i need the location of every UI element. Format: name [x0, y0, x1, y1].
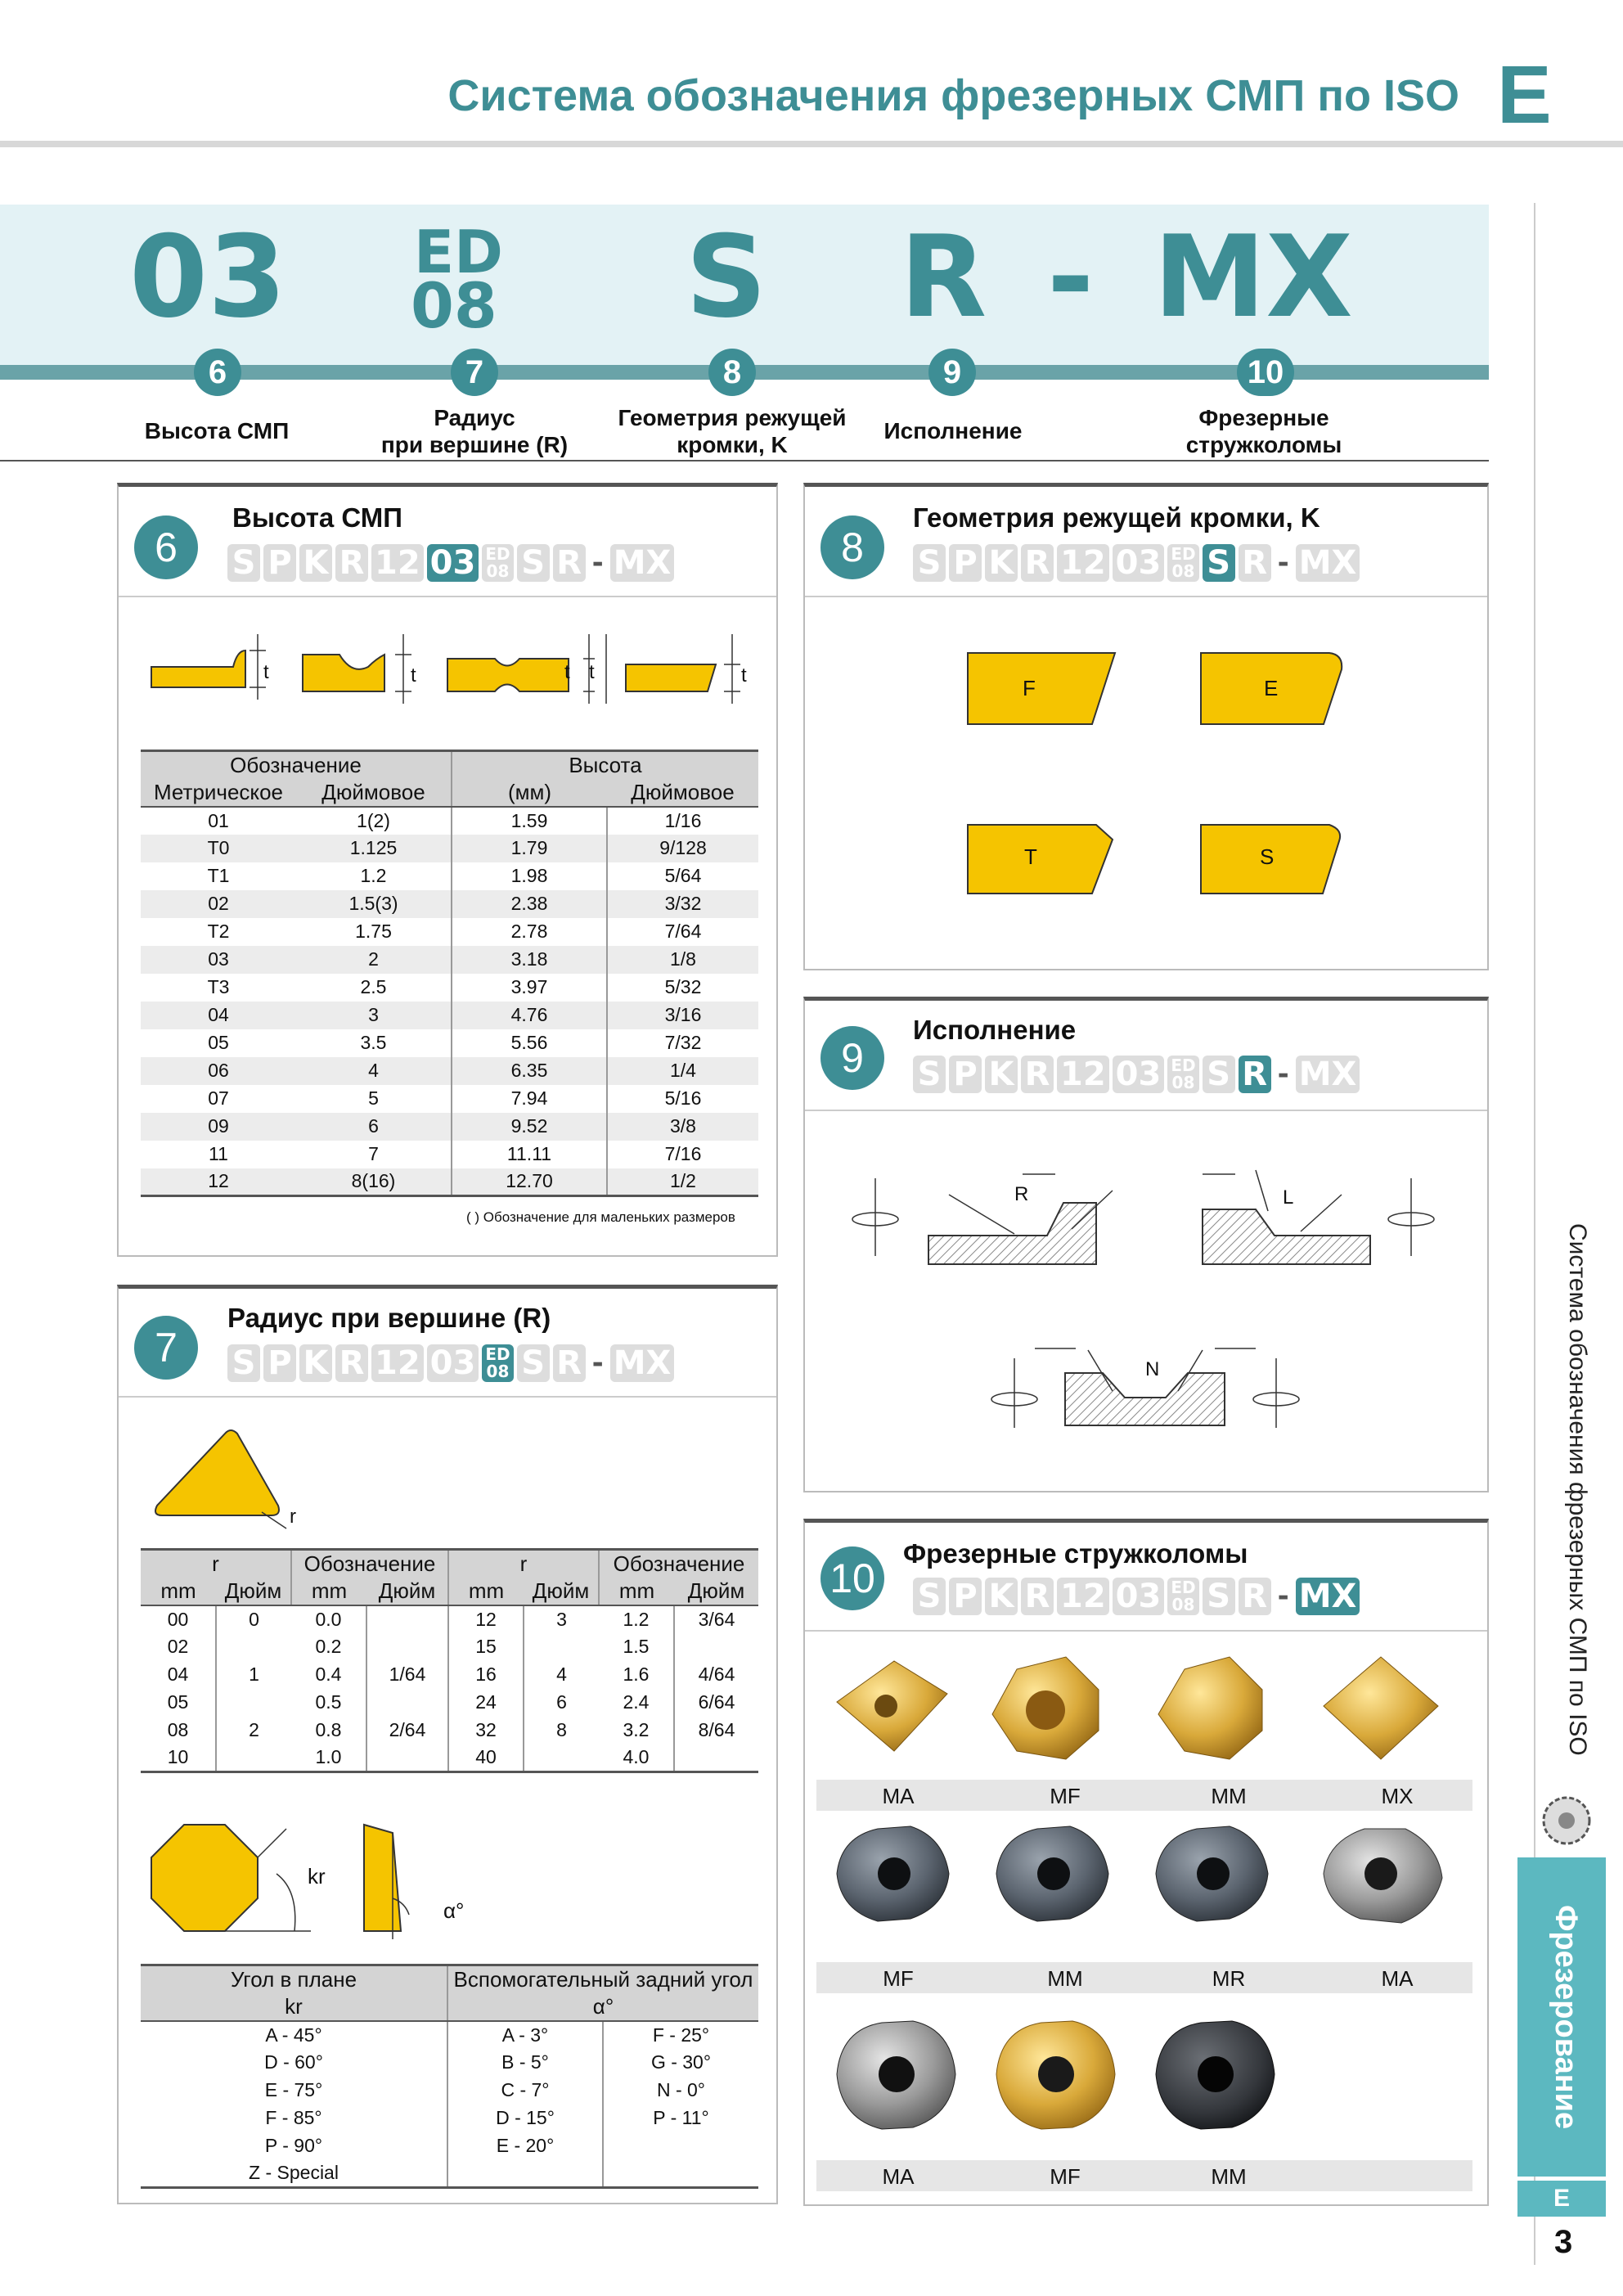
table-row: 12 8(16) 12.70 1/2	[141, 1168, 758, 1196]
num-9: 9	[928, 349, 976, 396]
table-row: 08 2 0.8 2/64 32 8 3.2 8/64	[141, 1717, 758, 1745]
panel-10-title: Фрезерные стружколомы	[903, 1538, 1248, 1569]
panel-7-code: S P K R 12 03 ED 08 S R - MX	[227, 1344, 674, 1382]
panel-7-num: 7	[134, 1316, 198, 1380]
num-8: 8	[708, 349, 756, 396]
height-table-note: ( ) Обозначение для маленьких размеров	[466, 1209, 735, 1225]
alpha-label: α°	[443, 1898, 465, 1923]
label-geometry-2: кромки, K	[677, 432, 788, 457]
table-row: 07 5 7.94 5/16	[141, 1085, 758, 1113]
table-row: 04 1 0.4 1/64 16 4 1.6 4/64	[141, 1661, 758, 1689]
chip-mr-2: MR	[1212, 1966, 1246, 1991]
table-row: 10 1.0 40 4.0	[141, 1745, 758, 1772]
label-chipbreaker-2: стружколомы	[1185, 432, 1342, 457]
panel-10-code: S P K R 12 03 ED 08 S R - MX	[913, 1578, 1360, 1615]
table-row: A - 45° A - 3° F - 25°	[141, 2021, 758, 2049]
table-row: T3 2.5 3.97 5/32	[141, 974, 758, 1002]
page-number: 3	[1554, 2224, 1573, 2260]
chip-ma-3: MA	[882, 2164, 915, 2189]
panel-8-num: 8	[820, 515, 884, 579]
label-chipbreaker-1: Фрезерные	[1198, 405, 1329, 430]
label-height: Высота СМП	[144, 418, 290, 443]
height-table: Обозначение Высота Метрическое Дюймовое (мм) Дюймовое 01 1(2) 1.59 1/16 T0 1.125 1.79 9/128 T1 1.2 1.98 5/64 02 1.5(3) 2.38 3/32 T2 1.75 2.78 7/64 03 2 3.18 1/8 T3 2.5 3.97 5/32 04 3 4.76 3/16 05 3.5 5.56 7/32 06 4 6.35 1/4 07 5 7.94 5/16 09 6 9.52 3/8 11 7 11.11 7/16 12 8(16) 12.70 1/2	[141, 750, 758, 1197]
side-letter: E	[1517, 2181, 1606, 2217]
execution-diagrams	[851, 1162, 1456, 1440]
header-divider	[0, 141, 1623, 147]
t-label-4: t	[589, 661, 595, 683]
panel-6-title: Высота СМП	[232, 502, 402, 533]
kr-label: kr	[308, 1864, 326, 1889]
panel-9-code: S P K R 12 03 ED 08 S R - MX	[913, 1056, 1360, 1093]
table-row: 03 2 3.18 1/8	[141, 946, 758, 974]
chip-mf-1: MF	[1050, 1784, 1081, 1808]
table-row: 02 1.5(3) 2.38 3/32	[141, 890, 758, 918]
thickness-diagrams	[143, 622, 765, 704]
label-radius-2: при вершине (R)	[380, 432, 569, 457]
chip-mm-2: MM	[1047, 1966, 1083, 1991]
table-row: T0 1.125 1.79 9/128	[141, 835, 758, 862]
r-label: r	[290, 1506, 296, 1528]
chip-mf-3: MF	[1050, 2164, 1081, 2189]
label-geometry-1: Геометрия режущей	[618, 405, 847, 430]
t-label-1: t	[263, 661, 269, 683]
num-7: 7	[451, 349, 498, 396]
panel-8-code: S P K R 12 03 ED 08 S R - MX	[913, 544, 1360, 582]
t-label-5: t	[741, 664, 747, 687]
side-section-title: Система обозначения фрезерных СМП по ISO	[1564, 1222, 1591, 1756]
execution-r: R	[1014, 1183, 1029, 1205]
side-tab-label: Фрезерование	[1549, 1904, 1583, 2130]
panel-10-num: 10	[820, 1546, 884, 1610]
table-row: Z - Special	[141, 2160, 758, 2188]
panel-9-title: Исполнение	[913, 1015, 1077, 1045]
angle-table: Угол в плане Вспомогательный задний угол kr α° A - 45° A - 3° F - 25° D - 60° B - 5° G - 30° E - 75° C - 7° N - 0° F - 85° D - 15° P - 11° P - 90° E - 20° Z - Special	[141, 1964, 758, 2189]
execution-l: L	[1283, 1186, 1294, 1209]
panel-6-code: S P K R 12 03 ED 08 S R - MX	[227, 544, 674, 582]
code-08: 08	[411, 269, 497, 342]
milling-cutter-icon	[1538, 1792, 1595, 1849]
section-letter: E	[1497, 49, 1552, 141]
chipbreaker-inserts	[816, 1645, 1479, 2193]
chip-ma-2: MA	[1381, 1966, 1414, 1991]
table-row: 11 7 11.11 7/16	[141, 1141, 758, 1168]
table-row: T1 1.2 1.98 5/64	[141, 862, 758, 890]
num-10: 10	[1237, 349, 1294, 396]
geometry-f: F	[1023, 676, 1036, 700]
execution-n: N	[1145, 1358, 1160, 1380]
code-dash: -	[1047, 211, 1095, 343]
code-s: S	[686, 211, 767, 343]
chip-ma-1: MA	[882, 1784, 915, 1808]
num-6: 6	[194, 349, 241, 396]
page-title: Система обозначения фрезерных СМП по ISO	[447, 71, 1459, 120]
t-label-2: t	[411, 664, 416, 687]
chip-mm-3: MM	[1211, 2164, 1247, 2189]
table-row: D - 60° B - 5° G - 30°	[141, 2049, 758, 2077]
table-row: 09 6 9.52 3/8	[141, 1113, 758, 1141]
geometry-t: T	[1024, 844, 1037, 869]
code-height: 03	[129, 211, 287, 343]
chip-mx-1: MX	[1381, 1784, 1414, 1808]
table-row: 01 1(2) 1.59 1/16	[141, 807, 758, 835]
label-radius-1: Радиус	[434, 405, 515, 430]
banner-bottom-line	[0, 460, 1489, 461]
panel-8-title: Геометрия режущей кромки, K	[913, 502, 1320, 533]
table-row: E - 75° C - 7° N - 0°	[141, 2077, 758, 2105]
panel-6-num: 6	[134, 515, 198, 579]
panel-9-num: 9	[820, 1026, 884, 1090]
t-label-3: t	[564, 661, 570, 683]
label-execution: Исполнение	[883, 418, 1023, 443]
table-row: 02 0.2 15 1.5	[141, 1633, 758, 1661]
table-row: 04 3 4.76 3/16	[141, 1002, 758, 1029]
chip-mm-1: MM	[1211, 1784, 1247, 1808]
table-row: F - 85° D - 15° P - 11°	[141, 2105, 758, 2132]
table-row: 06 4 6.35 1/4	[141, 1057, 758, 1085]
table-row: 00 0 0.0 12 3 1.2 3/64	[141, 1605, 758, 1633]
code-mx: MX	[1153, 211, 1353, 343]
geometry-e: E	[1264, 676, 1279, 700]
code-ed: ED	[414, 218, 503, 286]
table-row: 05 3.5 5.56 7/32	[141, 1029, 758, 1057]
table-row: P - 90° E - 20°	[141, 2132, 758, 2160]
geometry-s: S	[1260, 844, 1275, 869]
panel-7-title: Радиус при вершине (R)	[227, 1303, 551, 1333]
table-row: T2 1.75 2.78 7/64	[141, 918, 758, 946]
triangle-radius-diagram	[147, 1424, 327, 1538]
radius-table: r Обозначение r Обозначение mm Дюйм mm Дюйм mm Дюйм mm Дюйм 00 0 0.0 12 3 1.2 3/64 02 0.2 15 1.5 04 1 0.4 1/64 16 4 1.6 4/64 05 0.5 24 6 2.4 6/64 08 2 0.8 2/64 32 8 3.2 8/64 10 1.0 40 4.0	[141, 1548, 758, 1773]
table-row: 05 0.5 24 6 2.4 6/64	[141, 1689, 758, 1717]
code-r: R	[900, 211, 987, 343]
chip-mf-2: MF	[883, 1966, 914, 1991]
